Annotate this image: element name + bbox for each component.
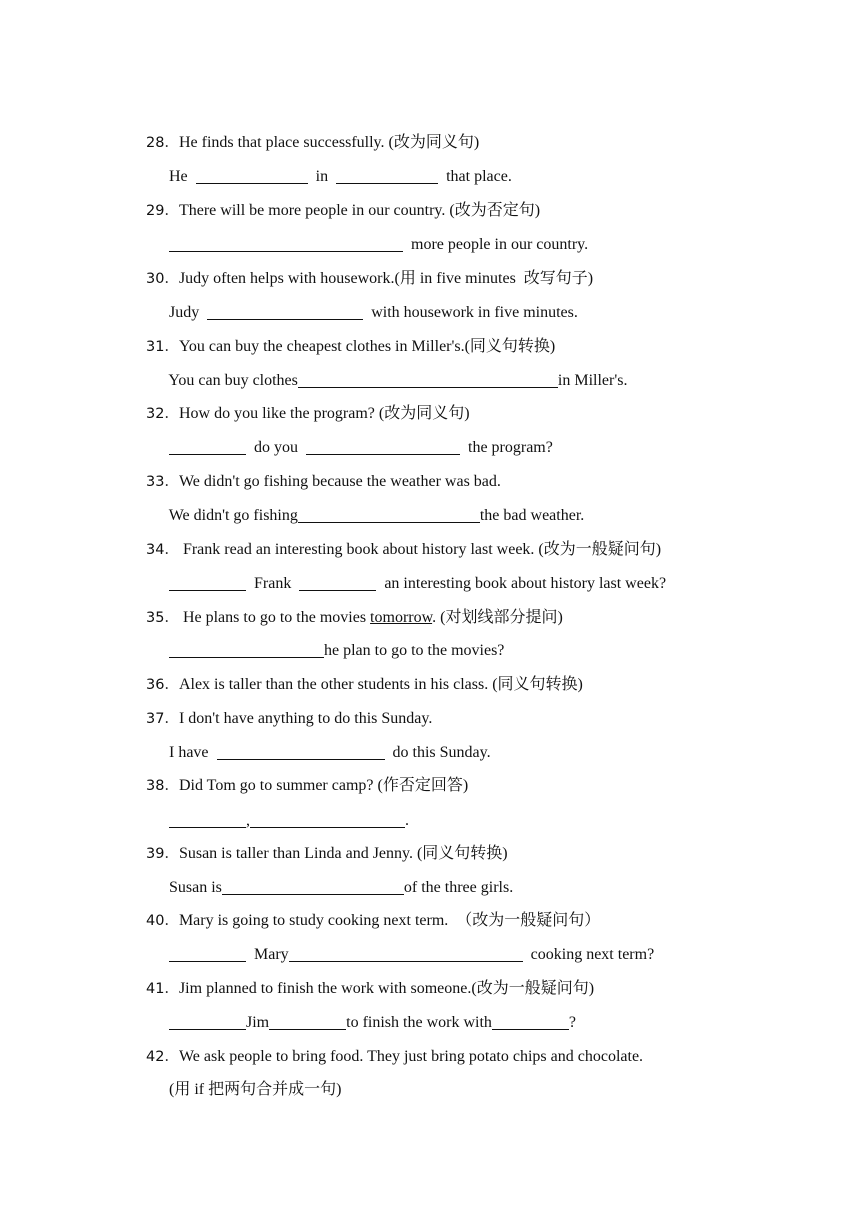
question-33 [0,449,860,490]
question-31 [0,314,860,355]
question-number: 34． [146,542,179,558]
answer-text: more people in our country. [411,236,589,253]
question-number: 39． [146,846,179,862]
question-text: He finds that place successfully. (改为同义句) [178,134,480,151]
answer-line-38 [0,788,860,829]
question-29 [0,178,860,219]
question-41 [0,956,860,997]
question-36 [0,652,860,693]
answer-text: , [246,812,250,829]
answer-text: the program? [468,439,553,456]
answer-line-40 [0,922,860,963]
question-number: 35． [146,610,179,626]
question-text: Susan is taller than Linda and Jenny. (同义句转换) [178,845,508,862]
answer-text: the bad weather. [479,507,585,524]
question-number: 29． [146,203,179,219]
answer-text: . [405,812,409,829]
question-number: 31． [146,339,179,355]
question-number: 28． [146,135,179,151]
answer-text: Susan is [169,879,222,896]
answer-line-29 [0,212,860,253]
answer-text: He [169,168,188,185]
question-text: How do you like the program? (改为同义句) [178,405,470,422]
question-number: 41． [146,981,179,997]
answer-text: in Miller's. [557,372,628,389]
question-32 [0,381,860,422]
answer-line-39 [0,855,860,896]
question-text: I don't have anything to do this Sunday. [178,710,433,727]
question-text: There will be more people in our country. (改为否定句) [178,202,541,219]
answer-text: of the three girls. [403,879,514,896]
answer-text: We didn't go fishing [168,507,298,524]
question-number: 42． [146,1049,179,1065]
answer-line-37 [0,720,860,761]
question-number: 40． [146,913,179,929]
answer-text: do you [254,439,298,456]
instruction-line-42 [0,1057,860,1098]
answer-text: with housework in five minutes. [371,304,578,321]
answer-line-30 [0,280,860,321]
question-text: We didn't go fishing because the weather was bad. [178,473,501,490]
question-text: . (对划线部分提问) [432,609,563,626]
answer-line-28 [0,144,860,185]
question-text: Judy often helps with housework.(用 in five minutes 改写句子) [178,270,594,287]
question-42 [0,1024,860,1065]
question-text: Jim planned to finish the work with someone.(改为一般疑问句) [178,980,595,997]
answer-text: You can buy clothes [168,372,298,389]
answer-text: Jim [246,1014,270,1031]
answer-line-41 [0,990,860,1031]
answer-text: an interesting book about history last week? [384,575,667,592]
answer-text: Mary [254,946,289,963]
question-text: Alex is taller than the other students in his class. (同义句转换) [178,676,583,693]
question-34 [0,517,860,558]
question-28 [0,110,860,151]
question-35 [0,585,860,626]
answer-text: in [315,168,329,185]
answer-text: to finish the work with [346,1014,492,1031]
question-number: 32． [146,406,179,422]
answer-text: do this Sunday. [392,744,491,761]
question-number: 33． [146,474,179,490]
question-38 [0,753,860,794]
question-39 [0,821,860,862]
question-text: He plans to go to the movies [178,609,371,626]
answer-text: he plan to go to the movies? [324,642,505,659]
question-37 [0,686,860,727]
question-number: 37． [146,711,179,727]
underlined-word: tomorrow [370,609,433,626]
answer-line-34 [0,551,860,592]
answer-line-35 [0,618,860,659]
question-number: 30． [146,271,179,287]
question-text: Did Tom go to summer camp? (作否定回答) [178,777,469,794]
answer-text: I have [169,744,209,761]
question-text: You can buy the cheapest clothes in Miller's.(同义句转换) [178,338,556,355]
question-number: 36． [146,677,179,693]
question-30 [0,246,860,287]
question-text: Mary is going to study cooking next term. （改为一般疑问句） [178,912,601,929]
question-text: We ask people to bring food. They just bring potato chips and chocolate. [178,1048,644,1065]
answer-line-33 [0,483,860,524]
question-number: 38． [146,778,179,794]
answer-line-31 [0,348,860,389]
question-40 [0,888,860,929]
instruction-text: (用 if 把两句合并成一句) [169,1081,342,1098]
question-text: Frank read an interesting book about history last week. (改为一般疑问句) [178,541,662,558]
answer-text: ? [568,1014,576,1031]
answer-text: Frank [254,575,292,592]
answer-text: cooking next term? [530,946,655,963]
answer-line-32 [0,415,860,456]
answer-text: Judy [169,304,200,321]
answer-text: that place. [446,168,512,185]
